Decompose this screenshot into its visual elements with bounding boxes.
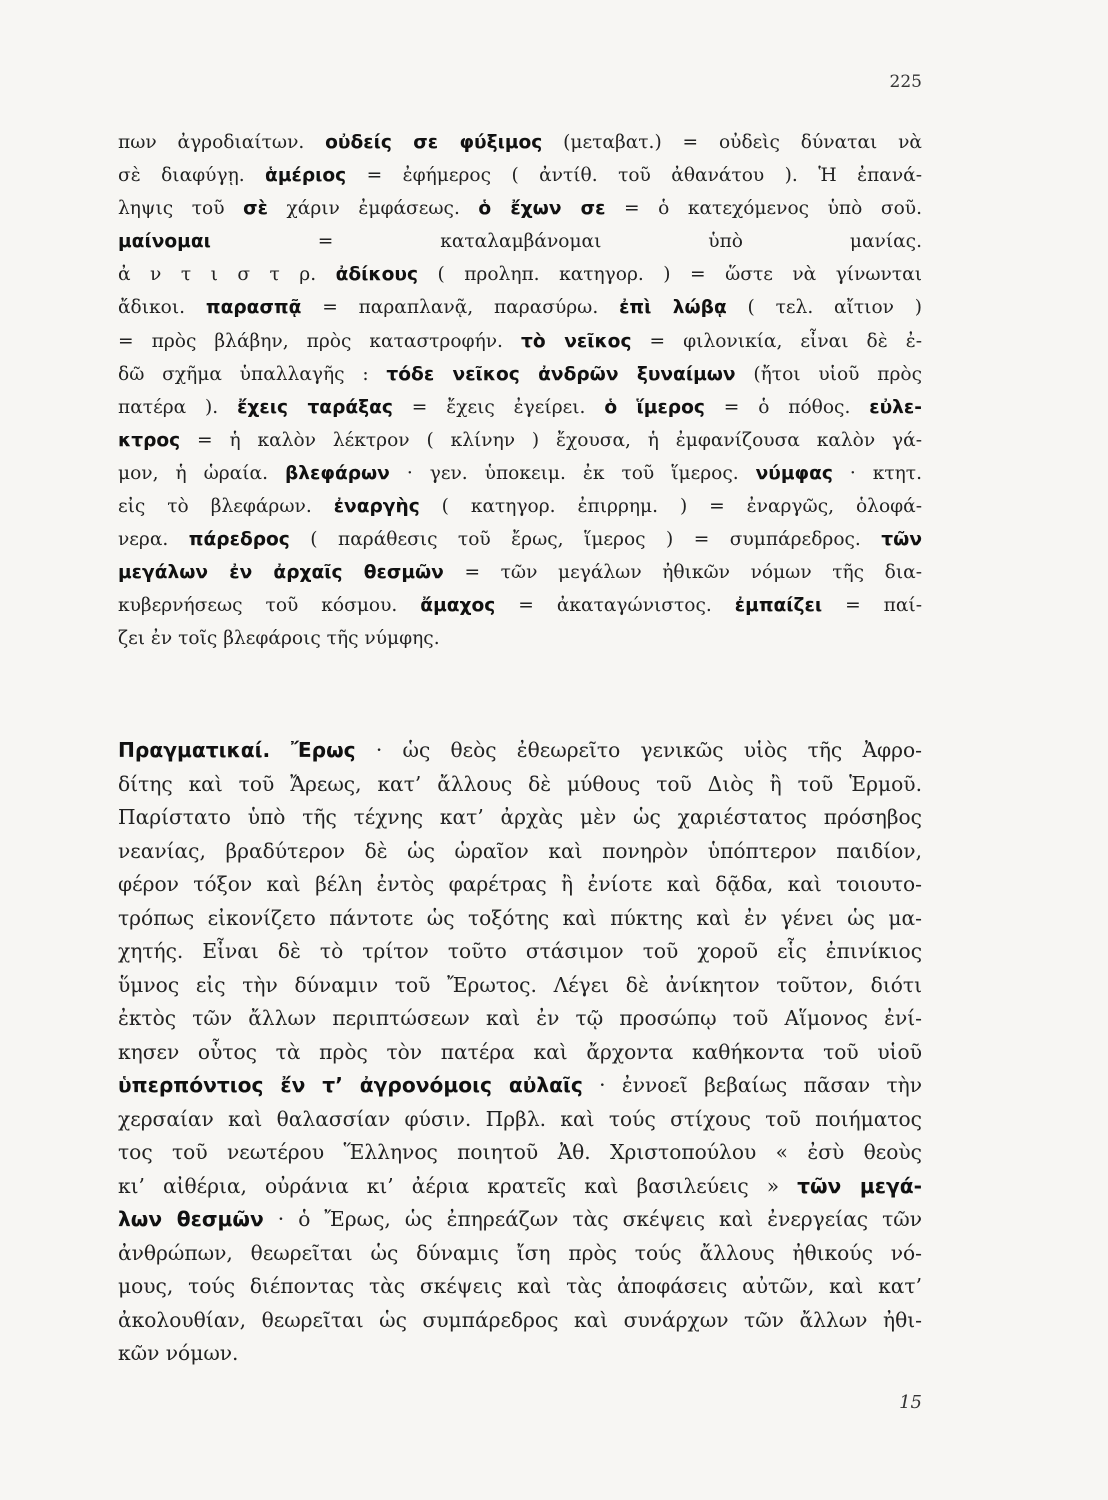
text-run: = ὁ κατεχόμενος ὑπὸ σοῦ. (605, 198, 922, 220)
text-line (118, 291, 922, 324)
text-run: σὲ διαφύγῃ. (118, 165, 266, 187)
text-line (118, 1069, 922, 1103)
text-line (118, 1304, 922, 1338)
text-run: · κτητ. (832, 462, 922, 484)
notes-paragraph (118, 126, 922, 656)
text-run: = ἐφήμερος ( ἀντίθ. τοῦ ἀθανάτου ). Ἡ ἐπανά- (346, 165, 922, 187)
text-run: = τῶν μεγάλων ἠθικῶν νόμων τῆς δια- (443, 562, 923, 584)
text-run: κυβερνήσεως τοῦ κόσμου. (118, 595, 421, 617)
text-run: μους, τούς διέποντας τὰς σκέψεις καὶ τὰς ἀποφάσεις αὐτῶν, καὶ κατ’ (118, 1274, 922, 1298)
text-line (118, 902, 922, 936)
text-line (118, 1270, 922, 1304)
text-run: = καταλαμβάνομαι ὑπὸ μανίας. (210, 231, 922, 253)
text-run: τρόπως εἰκονίζετο πάντοτε ὡς τοξότης καὶ πύκτης καὶ ἐν γένει ὡς μα- (118, 905, 922, 930)
text-run: φέρον τόξον καὶ βέλη ἐντὸς φαρέτρας ἢ ἐνίοτε καὶ δᾷδα, καὶ τοιουτο- (118, 872, 922, 896)
bold-term: ὁ ἔχων σε (478, 198, 606, 220)
text-line (118, 1170, 922, 1204)
text-line (118, 734, 922, 768)
text-run: · ὡς θεὸς ἐθεωρεῖτο γενικῶς υἱὸς τῆς Ἀφρο- (355, 738, 923, 762)
bold-term: τῶν μεγά- (797, 1173, 922, 1198)
text-line (118, 1203, 922, 1237)
text-run: Παρίστατο ὑπὸ τῆς τέχνης κατ’ ἀρχὰς μὲν ὡς χαριέστατος πρόσηβος (118, 805, 922, 829)
text-run: = ἔχεις ἐγείρει. (392, 396, 605, 418)
text-line (118, 325, 922, 358)
text-run: ( παράθεσις τοῦ ἔρως, ἵμερος ) = συμπάρεδρος. (289, 529, 882, 551)
bold-term: βλεφάρων (284, 462, 390, 484)
text-run: ( κατηγορ. ἐπιρρημ. ) = ἐναργῶς, ὁλοφά- (419, 496, 922, 518)
bold-term: ἄμαχος (420, 595, 496, 617)
bold-term: τόδε νεῖκος ἀνδρῶν ξυναίμων (386, 363, 736, 385)
bold-term: ὁ ἵμερος (604, 396, 705, 418)
text-run: = ὁ πόθος. (704, 396, 870, 418)
text-run: μον, ἡ ὡραία. (118, 462, 285, 484)
text-line (118, 159, 922, 192)
text-run: δῶ σχῆμα ὑπαλλαγῆς : (118, 363, 387, 385)
text-run: = φιλονικία, εἶναι δὲ ἐ- (631, 330, 923, 352)
text-line (118, 1103, 922, 1137)
bold-term: ἀδίκους (335, 264, 418, 286)
text-run: ὕμνος εἰς τὴν δύναμιν τοῦ Ἔρωτος. Λέγει δὲ ἀνίκητον τοῦτον, διότι (118, 972, 922, 997)
text-line (118, 258, 922, 291)
notes-text (118, 126, 922, 656)
text-run: · ὁ Ἔρως, ὡς ἐπηρεάζων τὰς σκέψεις καὶ ἐνεργείας τῶν (263, 1207, 922, 1231)
text-run: (μεταβατ.) = οὐδεὶς δύναται νὰ (542, 132, 922, 153)
text-line (118, 556, 922, 589)
text-line (118, 523, 922, 556)
text-line (118, 391, 922, 424)
bold-term: ἐπὶ λώβᾳ (619, 297, 727, 319)
text-run: = ἡ καλὸν λέκτρον ( κλίνην ) ἔχουσα, ἡ ἐμφανίζουσα καλὸν γά- (180, 429, 922, 451)
text-run: ἀνθρώπων, θεωρεῖται ὡς δύναμις ἴση πρὸς τούς ἄλλους ἠθικούς νό- (118, 1240, 922, 1265)
text-run: δίτης καὶ τοῦ Ἄρεως, κατ’ ἄλλους δὲ μύθους τοῦ Διὸς ἢ τοῦ Ἑρμοῦ. (118, 771, 922, 796)
text-line (118, 622, 922, 655)
text-run: ληψις τοῦ (118, 198, 244, 220)
bold-term: σὲ (243, 198, 268, 220)
text-run: ἄδικοι. (118, 297, 206, 319)
text-run: ( προληπ. κατηγορ. ) = ὥστε νὰ γίνωνται (417, 264, 922, 286)
text-line (118, 358, 922, 391)
bold-term: παρασπᾷ (205, 297, 302, 319)
text-run: κησεν οὗτος τὰ πρὸς τὸν πατέρα καὶ ἄρχοντα καθήκοντα τοῦ υἱοῦ (118, 1039, 922, 1064)
text-run: νερα. (118, 529, 189, 551)
text-run: ἀ ν τ ι σ τ ρ. (118, 264, 336, 286)
text-line (118, 1036, 922, 1070)
text-run: (ἤτοι υἱοῦ πρὸς (735, 363, 922, 385)
text-line (118, 1136, 922, 1170)
text-run: ( τελ. αἴτιον ) (726, 297, 923, 319)
signature-mark: 15 (899, 1392, 922, 1413)
text-line (118, 935, 922, 969)
text-line (118, 225, 922, 258)
text-line (118, 1237, 922, 1271)
text-run: χάριν ἐμφάσεως. (267, 198, 479, 220)
bold-term: ἁμέριος (265, 165, 347, 187)
bold-term: ἐμπαίζει (734, 595, 823, 617)
bold-term: τὸ νεῖκος (520, 330, 632, 352)
text-run: χητής. Εἶναι δὲ τὸ τρίτον τοῦτο στάσιμον τοῦ χοροῦ εἷς ἐπινίκιος (118, 939, 922, 963)
text-run: πων ἀγροδιαίτων. (118, 132, 326, 153)
bold-term: ἐναργὴς (333, 496, 420, 518)
bold-term: κτρος (118, 429, 181, 451)
text-run: ἀκολουθίαν, θεωρεῖται ὡς συμπάρεδρος καὶ συνάρχων τῶν ἄλλων ἠθι- (118, 1307, 922, 1332)
bold-term: πάρεδρος (188, 529, 290, 551)
commentary-paragraph (118, 734, 922, 1371)
text-run: νεανίας, βραδύτερον δὲ ὡς ὡραῖον καὶ πονηρὸν ὑπόπτερον παιδίον, (118, 838, 922, 863)
text-line (118, 801, 922, 835)
text-run: = ἀκαταγώνιστος. (495, 595, 735, 617)
text-run: = παί- (822, 595, 922, 617)
text-run: τος τοῦ νεωτέρου Ἕλληνος ποιητοῦ Ἀθ. Χριστοπούλου « ἐσὺ θεοὺς (118, 1140, 922, 1164)
text-run: ζει ἐν τοῖς βλεφάροις τῆς νύμφης. (118, 628, 440, 650)
text-line (118, 490, 922, 523)
bold-term: μαίνομαι (118, 231, 211, 253)
text-line (118, 126, 922, 159)
text-line (118, 424, 922, 457)
text-run: · γεν. ὑποκειμ. ἐκ τοῦ ἵμερος. (389, 462, 756, 484)
bold-term: τῶν (881, 529, 922, 551)
bold-term: ὑπερπόντιος ἔν τ’ ἀγρονόμοις αὐλαῖς (118, 1073, 583, 1097)
text-line (118, 1337, 922, 1371)
text-run: χερσαίαν καὶ θαλασσίαν φύσιν. Πρβλ. καὶ τούς στίχους τοῦ ποιήματος (118, 1106, 922, 1131)
text-line (118, 768, 922, 802)
text-run: κῶν νόμων. (118, 1341, 239, 1365)
text-line (118, 969, 922, 1003)
commentary-text (118, 734, 922, 1371)
bold-term: Πραγματικαί. Ἔρως (118, 738, 356, 762)
text-run: = παραπλανᾷ, παρασύρω. (301, 297, 620, 319)
text-run: = πρὸς βλάβην, πρὸς καταστροφήν. (118, 330, 521, 352)
text-run: κι’ αἰθέρια, οὐράνια κι’ ἀέρια κρατεῖς καὶ βασιλεύεις » (118, 1173, 798, 1198)
text-line (118, 589, 922, 622)
text-line (118, 1002, 922, 1036)
page-number: 225 (889, 72, 922, 92)
text-run: · ἐννοεῖ βεβαίως πᾶσαν τὴν (582, 1073, 922, 1097)
bold-term: μεγάλων ἐν ἀρχαῖς θεσμῶν (118, 562, 444, 584)
text-line (118, 868, 922, 902)
text-line (118, 457, 922, 490)
text-run: πατέρα ). (118, 396, 238, 418)
bold-term: λων θεσμῶν (118, 1207, 264, 1231)
text-line (118, 192, 922, 225)
text-run: εἰς τὸ βλεφάρων. (118, 496, 334, 518)
bold-term: οὐδείς σε φύξιμος (325, 132, 543, 153)
bold-term: νύμφας (755, 462, 833, 484)
text-line (118, 835, 922, 869)
text-run: ἐκτὸς τῶν ἄλλων περιπτώσεων καὶ ἐν τῷ προσώπῳ τοῦ Αἵμονος ἐνί- (118, 1006, 922, 1030)
bold-term: ἔχεις ταράξας (237, 396, 393, 418)
bold-term: εὐλε- (869, 396, 922, 418)
